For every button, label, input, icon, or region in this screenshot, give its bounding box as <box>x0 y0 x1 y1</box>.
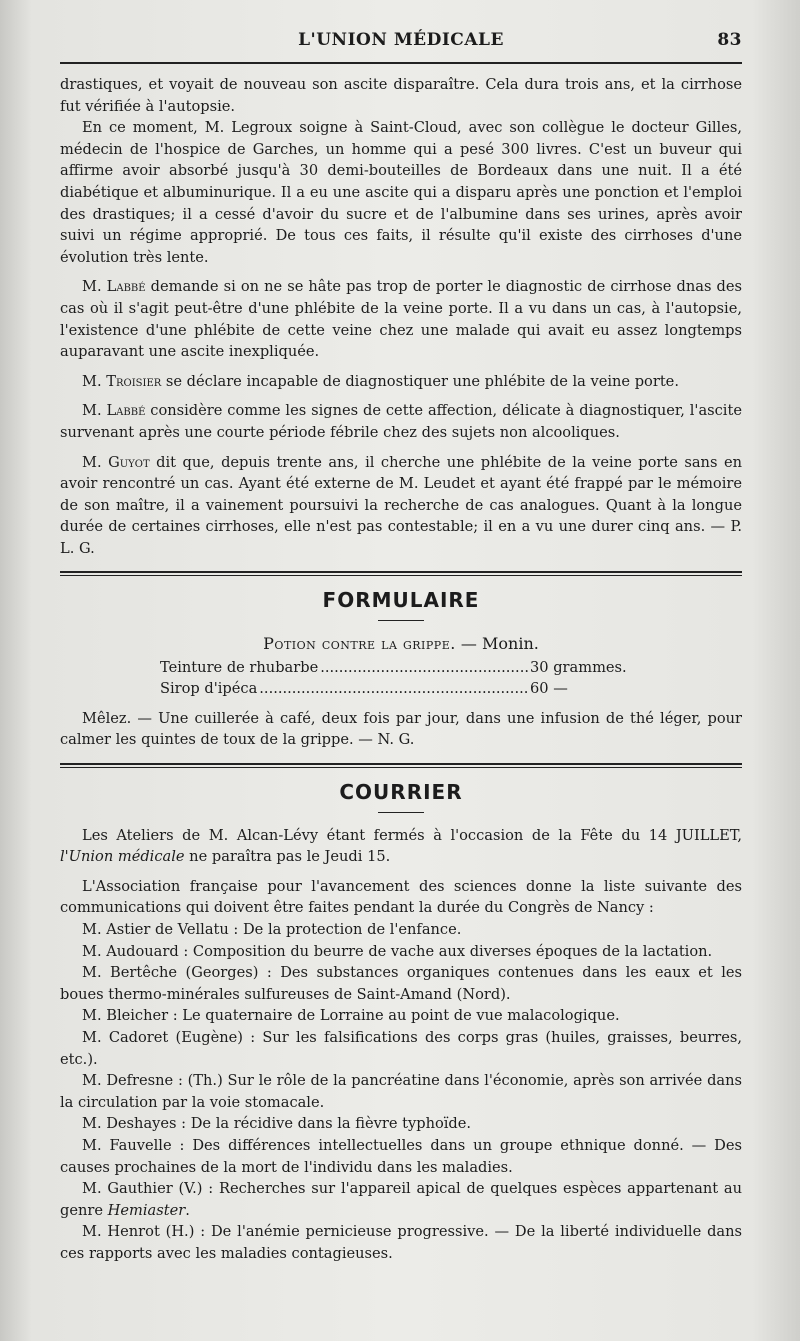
ingredient-name: Teinture de rhubarbe <box>160 658 319 676</box>
intro-paragraph-1: drastiques, et voyait de nouveau son ascite disparaître. Cela dura trois ans, et la cirrhose fut vérifiée à l'autopsie. <box>60 76 742 115</box>
recipe-author: — Monin. <box>455 634 539 654</box>
entry-text: M. Gauthier (V.) : Recherches sur l'appareil apical de quelques espèces appartenant au genre <box>60 1180 742 1219</box>
recipe-instructions: Mêlez. — Une cuillerée à café, deux fois par jour, dans une infusion de thé léger, pour calmer les quintes de toux de la grippe. — N. G. <box>60 709 742 749</box>
running-head <box>60 30 742 60</box>
communication-entry: M. Audouard : Composition du beurre de vache aux diverses époques de la lactation. <box>82 942 713 960</box>
recipe-ingredient <box>160 678 640 700</box>
speaker-name: Labbé <box>106 278 146 296</box>
communication-entry: M. Astier de Vellatu : De la protection de l'enfance. <box>82 921 462 938</box>
journal-name: l'Union médicale <box>60 848 185 866</box>
speaker-name: Troisier <box>106 372 162 390</box>
genus-name: Hemiaster <box>107 1201 186 1219</box>
communication-entry: M. Cadoret (Eugène) : Sur les falsifications des corps gras (huiles, graisses, beurres, etc.). <box>60 1028 742 1068</box>
closure-notice <box>60 825 742 868</box>
leader-dots <box>259 678 528 700</box>
communication-entry: M. Henrot (H.) : De l'anémie pernicieuse progressive. — De la liberté individuelle dans ces rapports avec les maladies contagieuses. <box>60 1223 742 1262</box>
courrier-heading: COURRIER <box>339 780 463 805</box>
discussion-guyot: M. Guyot dit que, depuis trente ans, il cherche une phlébite de la veine porte sans en avoir rencontré un cas. Ayant été externe de M. Leudet et ayant été frappé par le mémoire de son maître, il a vainement poursuivi la recherche de cas analogues. Quant à la longue durée de certaines cirrhoses, elle n'est pas contestable; il en a vu une durer cinq ans. — P. L. G. <box>60 453 742 557</box>
journal-title: L'UNION MÉDICALE <box>298 30 504 50</box>
speaker-text: considère comme les signes de cette affection, délicate à diagnostiquer, l'ascite survenant après une courte période fébrile chez des sujets non alcooliques. <box>60 402 742 441</box>
speaker-name: Guyot <box>108 453 150 471</box>
association-paragraph: L'Association française pour l'avancement des sciences donne la liste suivante des communications qui doivent être faites pendant la durée du Congrès de Nancy : <box>60 877 742 917</box>
page-number: 83 <box>717 30 742 50</box>
intro-paragraph-2: En ce moment, M. Legroux soigne à Saint-Cloud, avec son collègue le docteur Gilles, médecin de l'hospice de Garches, un homme qui a pesé 300 livres. C'est un buveur qui affirme avoir absorbé jusqu'à 30 demi-bouteilles de Bordeaux dans une nuit. Il a été diabétique et albuminurique. Il a eu une ascite qui a disparu après une ponction et l'emploi des drastiques; il a cessé d'avoir du sucre et de l'albumine dans ses urines, après avoir suivi un régime approprié. De tous ces faits, il résulte qu'il existe des cirrhoses d'une évolution très lente. <box>60 119 742 266</box>
speaker-text: demande si on ne se hâte pas trop de porter le diagnostic de cirrhose dnas des cas où il s'agit peut-être d'une phlébite de la veine porte. Il a vu dans un cas, à l'autopsie, l'existence d'une phlébite de cette veine chez une malade qui avait eu assez longtemps auparavant une ascite inexpliquée. <box>60 278 742 361</box>
header-rule <box>60 62 742 64</box>
entry-text-end: . <box>185 1201 190 1219</box>
speaker-text: dit que, depuis trente ans, il cherche une phlébite de la veine porte sans en avoir rencontré un cas. Ayant été externe de M. Leudet et ayant été frappé par le mémoire de son maître, il a vainement poursuivi la recherche de cas analogues. Quant à la longue durée de certaines cirrhoses, elle n'est pas contestable; il en a vu une durer cinq ans. — P. L. G. <box>60 453 742 557</box>
communication-entry: M. Deshayes : De la récidive dans la fièvre typhoïde. <box>82 1115 472 1133</box>
heading-underline <box>378 812 424 813</box>
ingredient-quantity: 60 — <box>530 680 568 698</box>
speaker-text: se déclare incapable de diagnostiquer une phlébite de la veine porte. <box>161 372 679 390</box>
section-divider <box>60 571 742 576</box>
notice-text-end: ne paraîtra pas le Jeudi 15. <box>184 848 391 866</box>
leader-dots <box>320 657 528 679</box>
discussion-troisier: M. Troisier se déclare incapable de diagnostiquer une phlébite de la veine porte. <box>82 372 679 390</box>
notice-text: Les Ateliers de M. Alcan-Lévy étant fermés à l'occasion de la Fête du 14 JUILLET, <box>82 826 742 844</box>
discussion-labbe-2: M. Labbé considère comme les signes de cette affection, délicate à diagnostiquer, l'ascite survenant après une courte période fébrile chez des sujets non alcooliques. <box>60 402 742 441</box>
communication-entry: M. Fauvelle : Des différences intellectuelles dans un groupe ethnique donné. — Des causes prochaines de la mort de l'individu dans les maladies. <box>60 1136 742 1176</box>
communication-entry: M. Bertêche (Georges) : Des substances organiques contenues dans les eaux et les boues thermo-minérales sulfureuses de Saint-Amand (Nord). <box>60 964 742 1003</box>
communication-entry: M. Defresne : (Th.) Sur le rôle de la pancréatine dans l'économie, après son arrivée dans la circulation par la voie stomacale. <box>60 1072 742 1111</box>
speaker-name: Labbé <box>106 402 146 420</box>
heading-underline <box>378 620 424 621</box>
recipe-ingredient <box>160 657 640 679</box>
ingredient-name: Sirop d'ipéca <box>160 680 258 698</box>
recipe-title <box>60 633 742 655</box>
recipe-name: Potion contre la grippe. <box>263 634 456 654</box>
communication-entry <box>60 1178 742 1221</box>
formulaire-heading: FORMULAIRE <box>322 588 480 613</box>
section-divider <box>60 763 742 768</box>
ingredient-quantity: 30 grammes. <box>530 658 627 676</box>
discussion-labbe-1: M. Labbé demande si on ne se hâte pas trop de porter le diagnostic de cirrhose dnas des cas où il s'agit peut-être d'une phlébite de la veine porte. Il a vu dans un cas, à l'autopsie, l'existence d'une phlébite de cette veine chez une malade qui avait eu assez longtemps auparavant une ascite inexpliquée. <box>60 278 742 361</box>
communication-entry: M. Bleicher : Le quaternaire de Lorraine au point de vue malacologique. <box>82 1007 620 1025</box>
